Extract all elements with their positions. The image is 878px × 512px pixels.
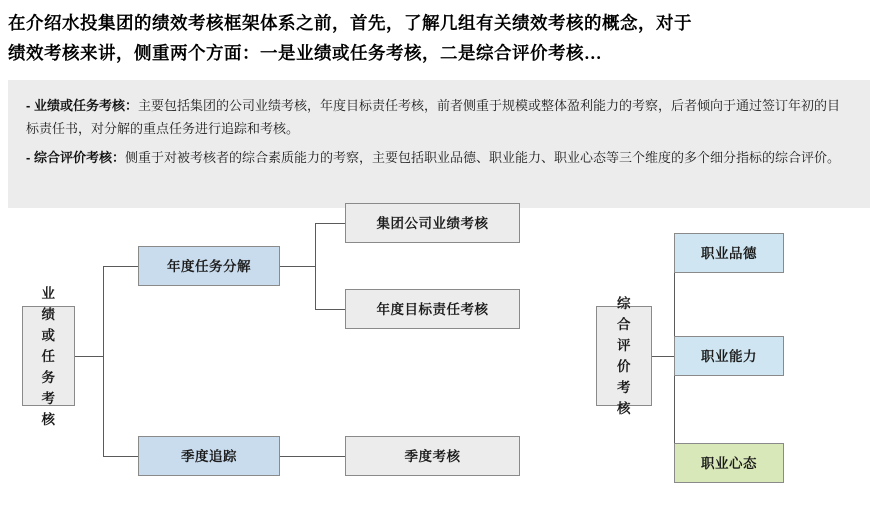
intro-paragraph: [8, 8, 870, 68]
connector-annual-branch-vertical: [315, 223, 316, 309]
node-label: 职业能力: [701, 348, 757, 364]
intro-line-2: 绩效考核来讲，侧重两个方面：一是业绩或任务考核，二是综合评价考核…: [8, 43, 602, 63]
definition-term: - 业绩或任务考核：: [26, 98, 138, 113]
definition-comprehensive-evaluation: [26, 146, 852, 169]
node-label: 集团公司业绩考核: [376, 215, 489, 231]
connector-to-group-perf: [315, 223, 345, 224]
definition-performance-task: [26, 94, 852, 140]
connector-left-vertical: [103, 266, 104, 456]
node-label: 年度任务分解: [167, 258, 251, 274]
node-group-company-performance[interactable]: [345, 203, 520, 243]
node-label: 职业品德: [701, 245, 757, 261]
node-quarterly-assessment[interactable]: [345, 436, 520, 476]
connector-root-left-stem: [75, 356, 103, 357]
connector-annual-decomp-stem: [280, 266, 315, 267]
node-professional-ability[interactable]: [674, 336, 784, 376]
node-label: 年度目标责任考核: [376, 301, 489, 317]
node-performance-task-assessment[interactable]: [22, 285, 75, 427]
definition-term: - 综合评价考核：: [26, 150, 125, 165]
node-label: 季度追踪: [181, 448, 237, 464]
node-label: 综合评价考核: [617, 296, 631, 416]
intro-line-1: 在介绍水投集团的绩效考核框架体系之前，首先，了解几组有关绩效考核的概念，对于: [8, 13, 692, 33]
definition-body: 主要包括集团的公司业绩考核，年度目标责任考核，前者侧重于规模或整体盈利能力的考察，后者倾向于通过签订年初的目标责任书，对分解的重点任务进行追踪和考核。: [26, 98, 840, 136]
node-label: 职业心态: [701, 455, 757, 471]
node-professional-ethics[interactable]: [674, 233, 784, 273]
node-quarterly-tracking[interactable]: [138, 436, 280, 476]
node-annual-task-decomposition[interactable]: [138, 246, 280, 286]
connector-root-right-stem: [652, 356, 674, 357]
definition-body: 侧重于对被考核者的综合素质能力的考察，主要包括职业品德、职业能力、职业心态等三个维度的多个细分指标的综合评价。: [124, 150, 840, 165]
node-professional-mindset[interactable]: [674, 443, 784, 483]
node-comprehensive-evaluation[interactable]: [596, 296, 652, 416]
node-label: 季度考核: [404, 448, 461, 464]
connector-to-quarter-assess: [280, 456, 345, 457]
node-annual-target-responsibility[interactable]: [345, 289, 520, 329]
connector-to-annual-decomp: [103, 266, 138, 267]
framework-diagram: [0, 208, 878, 512]
definitions-panel: [8, 80, 870, 208]
connector-to-quarter-track: [103, 456, 138, 457]
connector-to-annual-target: [315, 309, 345, 310]
node-label: 业绩或任务考核: [41, 285, 56, 427]
